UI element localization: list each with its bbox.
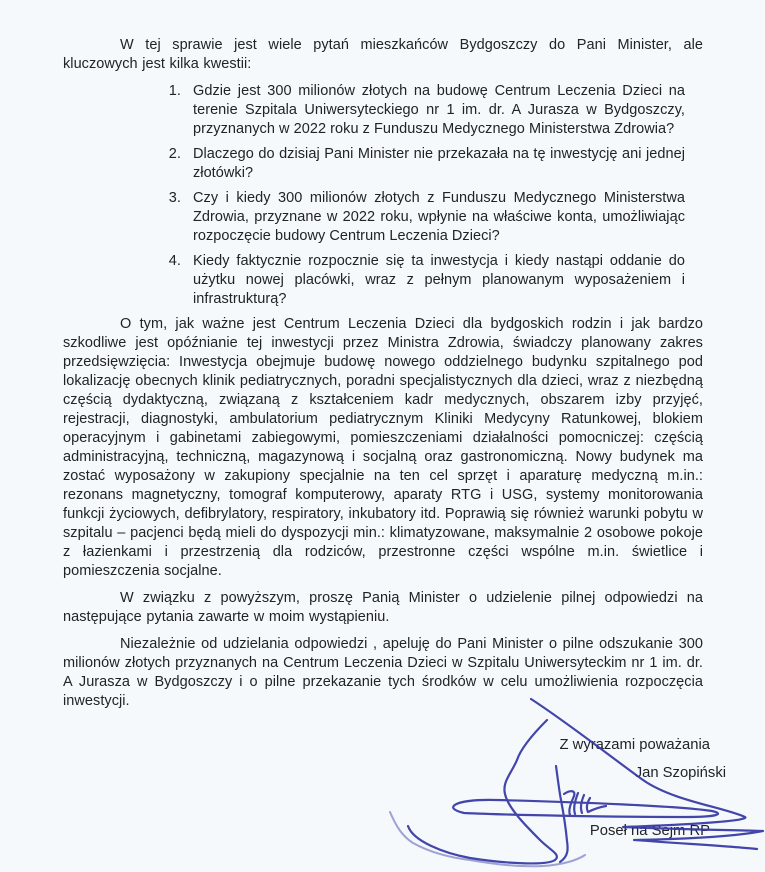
signature-faint-tail (390, 812, 585, 866)
body-paragraph-scope: O tym, jak ważne jest Centrum Leczenia Dzieci dla bydgoskich rodzin i jak bardzo szkodliwe jest opóźnianie tej inwestycji przez Ministra Zdrowia, świadczy planowany zakres przedsięwzięcia: Inwestycja obejmuje budowę nowego oddzielnego budynku szpitalnego pod lokalizację obecnych klinik pediatrycznych, poradni specjalistycznych dla dzieci, wraz z niezbędną częścią dydaktyczną, związaną z kształceniem kadr medycznych, obszarem izby przyjęć, rejestracji, diagnostyki, ambulatorium pediatrycznym Kliniki Medycyny Ratunkowej, blokiem operacyjnym i gabinetami zabiegowymi, pomieszczeniami działalności pomocniczej: częścią administracyjną, techniczną, magazynową i socjalną oraz gastronomiczną. Nowy budynek ma zostać wyposażony w zakupiony specjalnie na ten cel sprzęt i aparaturę medyczną m.in.: rezonans magnetyczny, tomograf komputerowy, aparaty RTG i USG, systemy monitorowania funkcji życiowych, defibrylatory, respiratory, inkubatory itd. Poprawią się również warunki pobytu w szpitalu – pacjenci będą mieli do dyspozycji min.: klimatyzowane, maksymalnie 2 osobowe pokoje z łazienkami i przestrzenią dla rodziców, przestronne części wspólne m.in. świetlice i pomieszczenia socjalne. (63, 316, 703, 579)
question-item-2: 2. Dlaczego do dzisiaj Pani Minister nie przekazała na tę inwestycję ani jednej złotówki? (185, 145, 685, 183)
question-item-4: 4. Kiedy faktycznie rozpocznie się ta inwestycja i kiedy nastąpi oddanie do użytku nowej placówki, wraz z pełnym planowanym wyposażeniem i infrastrukturą? (185, 252, 685, 309)
body-paragraph-appeal: Niezależnie od udzielania odpowiedzi , apeluję do Pani Minister o pilne odszukanie 300 milionów złotych przyznanych na Centrum Leczenia Dzieci w Szpitalu Uniwersyteckim nr 1 im. dr. A Jurasza w Bydgoszczy i o pilne przekazanie tych środków w celu umożliwienia rozpoczęcia inwestycji. (63, 636, 703, 709)
signer-name: Jan Szopiński (634, 765, 726, 781)
valediction: Z wyrazami poważania (559, 737, 710, 753)
question-item-1: 1. Gdzie jest 300 milionów złotych na budowę Centrum Leczenia Dzieci na terenie Szpitala Uniwersyteckiego nr 1 im. dr. A Jurasza w Bydgoszczy, przyznanych w 2022 roku z Funduszu Medycznego Ministerstwa Zdrowia? (185, 82, 685, 139)
question-item-3: 3. Czy i kiedy 300 milionów złotych z Funduszu Medycznego Ministerstwa Zdrowia, przyznane w 2022 roku, wpłynie na właściwe konta, umożliwiając rozpoczęcie budowy Centrum Leczenia Dzieci? (185, 189, 685, 246)
closing-block (559, 735, 726, 841)
signer-title: Poseł na Sejm RP (589, 823, 710, 839)
questions-list (63, 82, 703, 309)
intro-paragraph: W tej sprawie jest wiele pytań mieszkańców Bydgoszczy do Pani Minister, ale kluczowych jest kilka kwestii: (63, 37, 703, 72)
body-paragraph-request: W związku z powyższym, proszę Panią Minister o udzielenie pilnej odpowiedzi na następujące pytania zawarte w moim wystąpieniu. (63, 590, 703, 625)
